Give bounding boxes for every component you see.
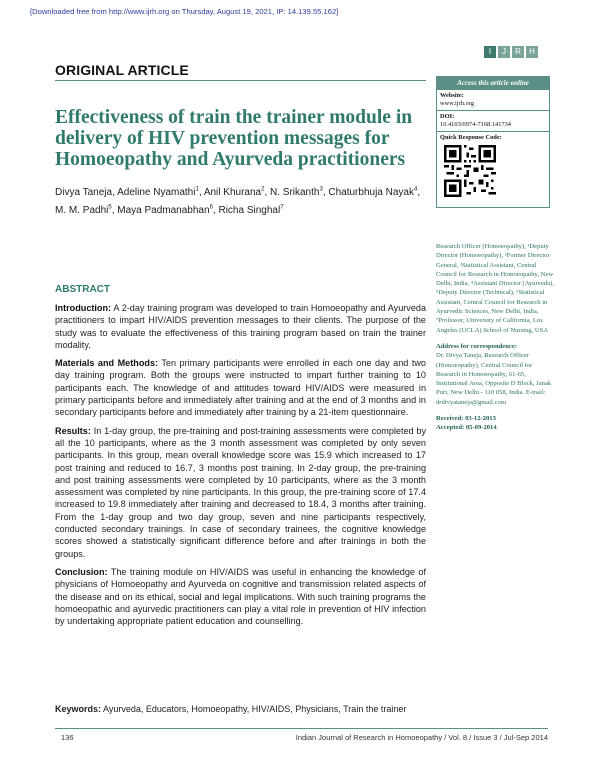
abstract-heading: ABSTRACT	[55, 284, 110, 295]
doi-row	[437, 111, 549, 132]
author: N. Srikanth$^3$,	[270, 187, 329, 199]
author: Anil Khurana$^2$,	[203, 187, 270, 199]
keywords-label: Keywords:	[55, 704, 102, 714]
correspondence-text: Dr. Divya Taneja, Research Officer (Homoeopathy), Central Council for Research in Homoeopathy, 61-65, Institutional Area, Opposite D Block, Janak Puri, New Delhi - 110 058, India. E-mail: drdivyataneja@gmail.com	[436, 352, 552, 406]
logo-letter: J	[498, 46, 510, 58]
received-label: Received:	[436, 415, 464, 423]
article-title: Effectiveness of train the trainer module in delivery of HIV prevention messages for Homoeopathy and Ayurveda practitioners	[55, 107, 413, 170]
author: M. M. Padhi$^5$,	[55, 204, 118, 216]
accepted-label: Accepted:	[436, 424, 465, 432]
side-column	[436, 242, 554, 433]
qr-row	[437, 132, 549, 202]
download-note: [Downloaded free from http://www.ijrh.org on Thursday, August 19, 2021, IP: 14.139.55.162]	[30, 7, 339, 16]
keywords-text: Ayurveda, Educators, Homoeopathy, HIV/AIDS, Physicians, Train the trainer	[103, 704, 407, 714]
logo-letter: I	[484, 46, 496, 58]
logo-letter: H	[526, 46, 538, 58]
website-label: Website:	[440, 92, 464, 99]
abstract-introduction: Introduction: A 2-day training program was developed to train Homoeopathy and Ayurveda practitioners to impart HIV/AIDS prevention messages to their clients. The purpose of the study was to evaluate the effectiveness of this training program based on train the trainer modality.	[55, 303, 426, 350]
abstract-conclusion: Conclusion: The training module on HIV/AIDS was useful in enhancing the knowledge of physicians of Homoeopathy and Ayurveda on cognitive and transmission related aspects of the disease and on its ethical, social and legal implications. With such training programs the homoeopathic and ayurvedic practitioners can play a vital role in prevention of HIV infection by undertaking appropriate patient education and counselling.	[55, 566, 426, 627]
correspondence	[436, 342, 554, 407]
page-number: 136	[61, 733, 74, 742]
affiliations: Research Officer (Homoeopathy), ¹Deputy Director (Homoeopathy), ²Former Director General, ³Statistical Assistant, Central Council for Research in Homoeopathy, New Delhi, India, ⁴Assistant Director (Ayurveda), ⁵Deputy Director (Technical), ⁶Statistical Assistant, Central Council for Research in Ayurvedic Sciences, New Delhi, India, ⁷Professor, University of California, Los Angeles (UCLA) School of Nursing, USA	[436, 243, 554, 334]
qr-label: Quick Response Code:	[440, 134, 502, 141]
dates	[436, 414, 554, 433]
author: Divya Taneja,	[55, 187, 118, 199]
accepted-date: 05-09-2014	[465, 424, 497, 432]
abstract-methods: Materials and Methods: Ten primary participants were enrolled in each one day and two day training program. Both the groups were instructed to impart further training to 10 participants each. The knowledge of and attitudes toward HIV/AIDS were measured in primary participants before and immediately after training and at the end of 3 months and in secondary participants before and immediately after training by a 21-item questionnaire.	[55, 358, 426, 418]
qr-code-icon[interactable]	[444, 145, 496, 197]
access-box-header: Access this article online	[437, 77, 549, 90]
correspondence-label: Address for correspondence:	[436, 342, 517, 350]
website-row	[437, 90, 549, 111]
doi-label: DOI:	[440, 113, 455, 120]
author: Maya Padmanabhan$^6$,	[117, 204, 219, 216]
received-date: 03-12-2013	[465, 415, 496, 423]
access-online-box	[436, 76, 550, 208]
doi-value: 10.4103/0974-7168.141734	[440, 121, 512, 128]
author: Chaturbhuja Nayak$^4$,	[328, 187, 421, 199]
author: Adeline Nyamathi$^1$,	[117, 187, 204, 199]
abstract-results: Results: In 1-day group, the pre-training and post-training assessments were completed by all the 10 participants, where as the 3 month assessment was completed by only seven participants. In this group, mean overall knowledge score was 15.9 which increased to 17 post training and reduced to 16.7, 3 months post training. In 2-day group, the pre-training and post training assessments were completed by 10 participants, where as the 3 month assessment was completed by nine participants. In this group, the pre-training score of 17.4 increased to 19.8 immediately after training and decreased to 18.4, 3 months after training. From the 1-day group and two day group, seven and nine participants respectively, conducted secondary trainings. In case of secondary trainees, the cognitive knowledge scores showed a statistically significant difference before and after trainings in both the groups.	[55, 425, 427, 559]
logo-letter: R	[512, 46, 524, 58]
section-label: ORIGINAL ARTICLE	[55, 62, 189, 78]
header-divider	[55, 80, 426, 81]
journal-citation: Indian Journal of Research in Homoeopathy / Vol. 8 / Issue 3 / Jul-Sep 2014	[295, 733, 548, 742]
keywords	[55, 703, 426, 715]
author-list	[55, 183, 430, 218]
website-link[interactable]: www.ijrh.org	[440, 100, 474, 107]
abstract-body	[55, 302, 426, 633]
author: Richa Singhal$^7$	[218, 204, 284, 216]
journal-logo	[484, 46, 538, 58]
footer-divider	[55, 728, 548, 729]
